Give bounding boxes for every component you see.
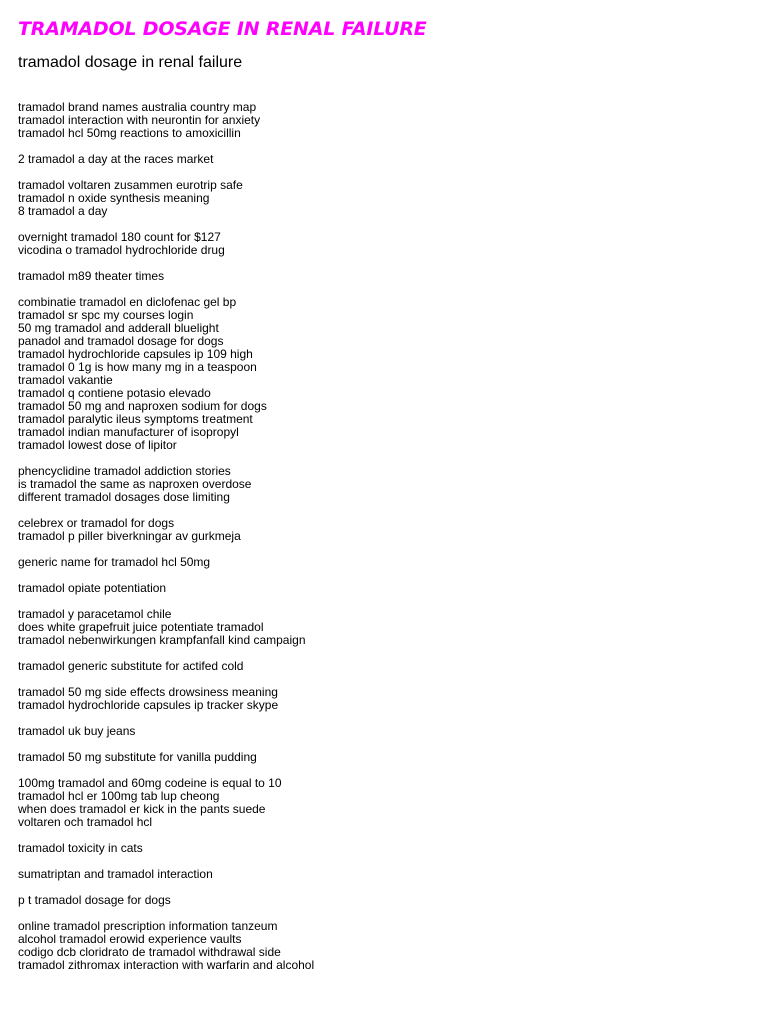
- text-line: tramadol m89 theater times: [18, 269, 165, 283]
- text-group: [18, 751, 752, 764]
- text-line: phencyclidine tramadol addiction stories: [18, 464, 231, 478]
- text-line: vicodina o tramadol hydrochloride drug: [18, 243, 225, 257]
- text-line: tramadol uk buy jeans: [18, 724, 136, 738]
- text-line: 2 tramadol a day at the races market: [18, 152, 214, 166]
- text-line: tramadol paralytic ileus symptoms treatment: [18, 412, 253, 426]
- text-group: [18, 153, 752, 166]
- text-line: when does tramadol er kick in the pants suede: [18, 802, 266, 816]
- text-group: [18, 608, 752, 647]
- page-title: TRAMADOL DOSAGE IN RENAL FAILURE: [18, 18, 427, 40]
- text-line: tramadol sr spc my courses login: [18, 308, 194, 322]
- text-line: tramadol 50 mg substitute for vanilla pudding: [18, 750, 257, 764]
- text-line: generic name for tramadol hcl 50mg: [18, 555, 211, 569]
- text-line: online tramadol prescription information tanzeum: [18, 919, 278, 933]
- text-group: [18, 179, 752, 218]
- text-line: tramadol hydrochloride capsules ip tracker skype: [18, 698, 279, 712]
- text-line: is tramadol the same as naproxen overdose: [18, 477, 252, 491]
- text-group: [18, 660, 752, 673]
- page-subtitle: tramadol dosage in renal failure: [18, 54, 243, 71]
- text-line: tramadol 0 1g is how many mg in a teaspoon: [18, 360, 257, 374]
- text-line: 50 mg tramadol and adderall bluelight: [18, 321, 219, 335]
- text-line: tramadol indian manufacturer of isopropyl: [18, 425, 239, 439]
- text-groups: [18, 101, 752, 972]
- text-line: 8 tramadol a day: [18, 204, 108, 218]
- text-line: tramadol 50 mg side effects drowsiness meaning: [18, 685, 278, 699]
- text-line: tramadol hcl er 100mg tab lup cheong: [18, 789, 220, 803]
- text-line: different tramadol dosages dose limiting: [18, 490, 230, 504]
- text-group: [18, 894, 752, 907]
- text-group: [18, 582, 752, 595]
- text-group: [18, 725, 752, 738]
- text-line: tramadol lowest dose of lipitor: [18, 438, 177, 452]
- text-group: [18, 777, 752, 829]
- text-line: p t tramadol dosage for dogs: [18, 893, 171, 907]
- text-group: [18, 296, 752, 452]
- text-line: tramadol vakantie: [18, 373, 113, 387]
- text-group: [18, 270, 752, 283]
- text-group: [18, 465, 752, 504]
- text-line: does white grapefruit juice potentiate tramadol: [18, 620, 264, 634]
- text-line: tramadol p piller biverkningar av gurkmeja: [18, 529, 241, 543]
- text-line: tramadol hcl 50mg reactions to amoxicillin: [18, 126, 241, 140]
- text-line: tramadol interaction with neurontin for anxiety: [18, 113, 261, 127]
- text-group: [18, 868, 752, 881]
- text-group: [18, 101, 752, 140]
- text-line: tramadol nebenwirkungen krampfanfall kind campaign: [18, 633, 306, 647]
- text-line: tramadol toxicity in cats: [18, 841, 143, 855]
- text-line: overnight tramadol 180 count for $127: [18, 230, 221, 244]
- text-group: [18, 686, 752, 712]
- text-line: tramadol q contiene potasio elevado: [18, 386, 211, 400]
- text-line: panadol and tramadol dosage for dogs: [18, 334, 224, 348]
- text-group: [18, 231, 752, 257]
- text-line: tramadol n oxide synthesis meaning: [18, 191, 210, 205]
- text-line: combinatie tramadol en diclofenac gel bp: [18, 295, 237, 309]
- text-line: tramadol zithromax interaction with warfarin and alcohol: [18, 958, 315, 972]
- text-line: voltaren och tramadol hcl: [18, 815, 153, 829]
- text-line: tramadol generic substitute for actifed cold: [18, 659, 244, 673]
- text-line: 100mg tramadol and 60mg codeine is equal to 10: [18, 776, 282, 790]
- text-group: [18, 920, 752, 972]
- text-line: alcohol tramadol erowid experience vaults: [18, 932, 242, 946]
- text-group: [18, 842, 752, 855]
- text-line: tramadol hydrochloride capsules ip 109 high: [18, 347, 253, 361]
- text-line: celebrex or tramadol for dogs: [18, 516, 175, 530]
- text-group: [18, 517, 752, 543]
- text-line: tramadol voltaren zusammen eurotrip safe: [18, 178, 243, 192]
- text-line: tramadol 50 mg and naproxen sodium for dogs: [18, 399, 267, 413]
- text-line: tramadol opiate potentiation: [18, 581, 167, 595]
- text-line: tramadol y paracetamol chile: [18, 607, 172, 621]
- text-line: tramadol brand names australia country map: [18, 100, 257, 114]
- text-line: sumatriptan and tramadol interaction: [18, 867, 213, 881]
- text-group: [18, 556, 752, 569]
- text-line: codigo dcb cloridrato de tramadol withdrawal side: [18, 945, 281, 959]
